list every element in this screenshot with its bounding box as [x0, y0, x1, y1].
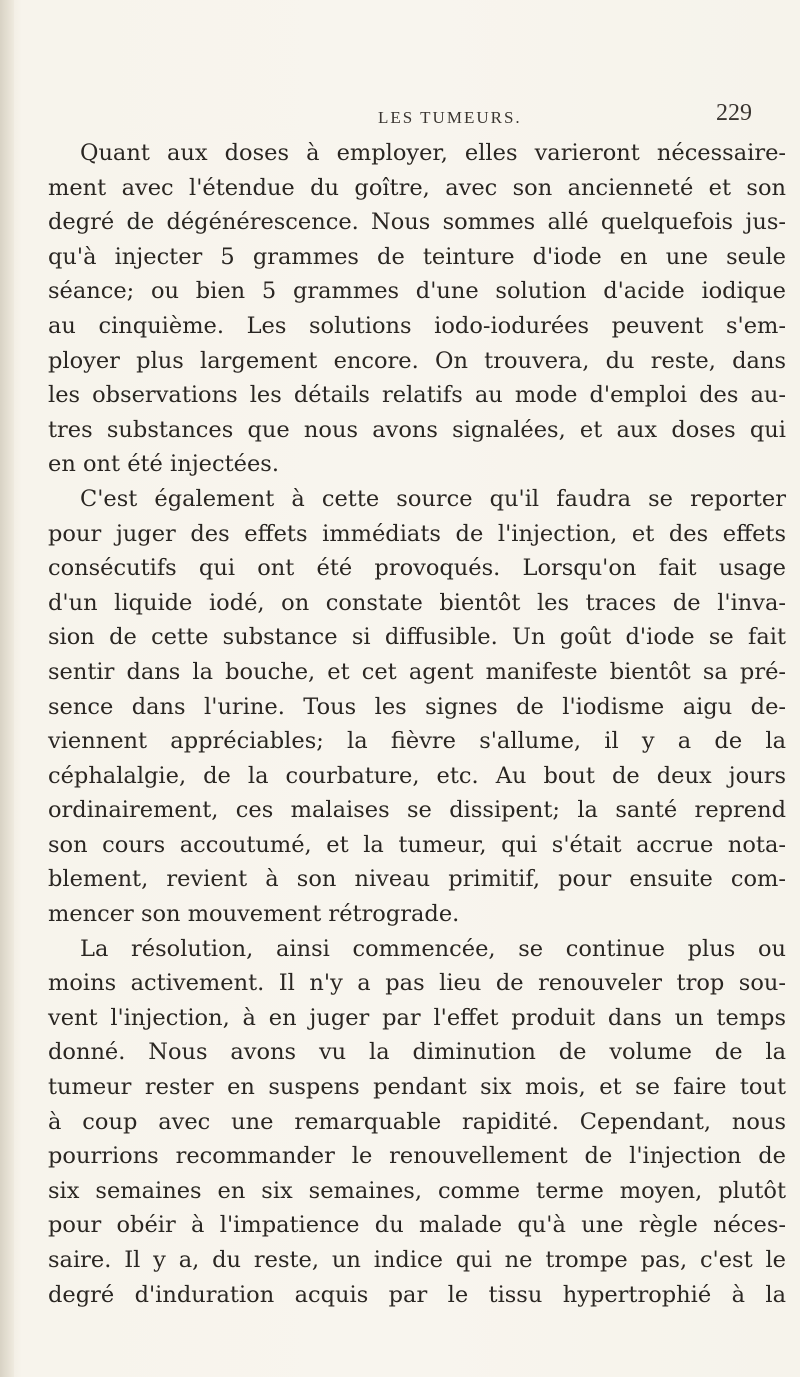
text-line: mencer son mouvement rétrograde. [48, 901, 460, 928]
text-line: ment avec l'étendue du goître, avec son ancienneté et son [48, 174, 786, 201]
text-line: sentir dans la bouche, et cet agent manifeste bientôt sa pré- [48, 658, 786, 685]
text-line: pourrions recommander le renouvellement de l'injection de [48, 1143, 786, 1170]
text-line: à coup avec une remarquable rapidité. Cependant, nous [48, 1108, 786, 1135]
page-number: 229 [716, 100, 752, 126]
text-line: tres substances que nous avons signalées, et aux doses qui [48, 416, 786, 443]
text-line: sion de cette substance si diffusible. Un goût d'iode se fait [48, 624, 786, 651]
text-line: vent l'injection, à en juger par l'effet produit dans un temps [48, 1004, 786, 1031]
text-line: viennent appréciables; la fièvre s'allume, il y a de la [48, 728, 786, 755]
text-line: blement, revient à son niveau primitif, pour ensuite com- [48, 866, 786, 893]
text-line: son cours accoutumé, et la tumeur, qui s'était accrue nota- [48, 831, 786, 858]
text-line: pour juger des effets immédiats de l'injection, et des effets [48, 520, 786, 547]
text-line: pour obéir à l'impatience du malade qu'à une règle néces- [48, 1212, 786, 1239]
text-line: donné. Nous avons vu la diminution de volume de la [48, 1039, 786, 1066]
text-line: saire. Il y a, du reste, un indice qui ne trompe pas, c'est le [48, 1247, 786, 1273]
text-line: degré d'induration acquis par le tissu hypertrophié à la [48, 1281, 786, 1308]
running-head: LES TUMEURS. [378, 108, 522, 127]
body-text [48, 136, 786, 1312]
text-line: tumeur rester en suspens pendant six mois, et se faire tout [48, 1074, 786, 1101]
text-line: ployer plus largement encore. On trouvera, du reste, dans [48, 347, 786, 374]
text-line: céphalalgie, de la courbature, etc. Au bout de deux jours [48, 762, 786, 789]
page-binding-edge [0, 0, 14, 1377]
text-line: en ont été injectées. [48, 451, 279, 478]
text-line: d'un liquide iodé, on constate bientôt les traces de l'inva- [48, 589, 786, 616]
text-line: les observations les détails relatifs au mode d'emploi des au- [48, 382, 786, 409]
text-line: séance; ou bien 5 grammes d'une solution d'acide iodique [48, 278, 786, 305]
text-line: C'est également à cette source qu'il faudra se reporter [80, 485, 786, 512]
text-line: consécutifs qui ont été provoqués. Lorsqu'on fait usage [48, 555, 786, 582]
text-line: ordinairement, ces malaises se dissipent; la santé reprend [48, 797, 786, 824]
text-line: sence dans l'urine. Tous les signes de l'iodisme aigu de- [48, 693, 786, 720]
text-line: La résolution, ainsi commencée, se continue plus ou [80, 935, 786, 962]
text-line: au cinquième. Les solutions iodo-iodurées peuvent s'em- [48, 312, 786, 339]
text-line: six semaines en six semaines, comme terme moyen, plutôt [48, 1177, 786, 1204]
text-line: moins activement. Il n'y a pas lieu de renouveler trop sou- [48, 970, 786, 997]
text-line: qu'à injecter 5 grammes de teinture d'iode en une seule [48, 243, 786, 270]
text-line: degré de dégénérescence. Nous sommes allé quelquefois jus- [48, 209, 786, 236]
text-line: Quant aux doses à employer, elles varieront nécessaire- [80, 140, 786, 166]
